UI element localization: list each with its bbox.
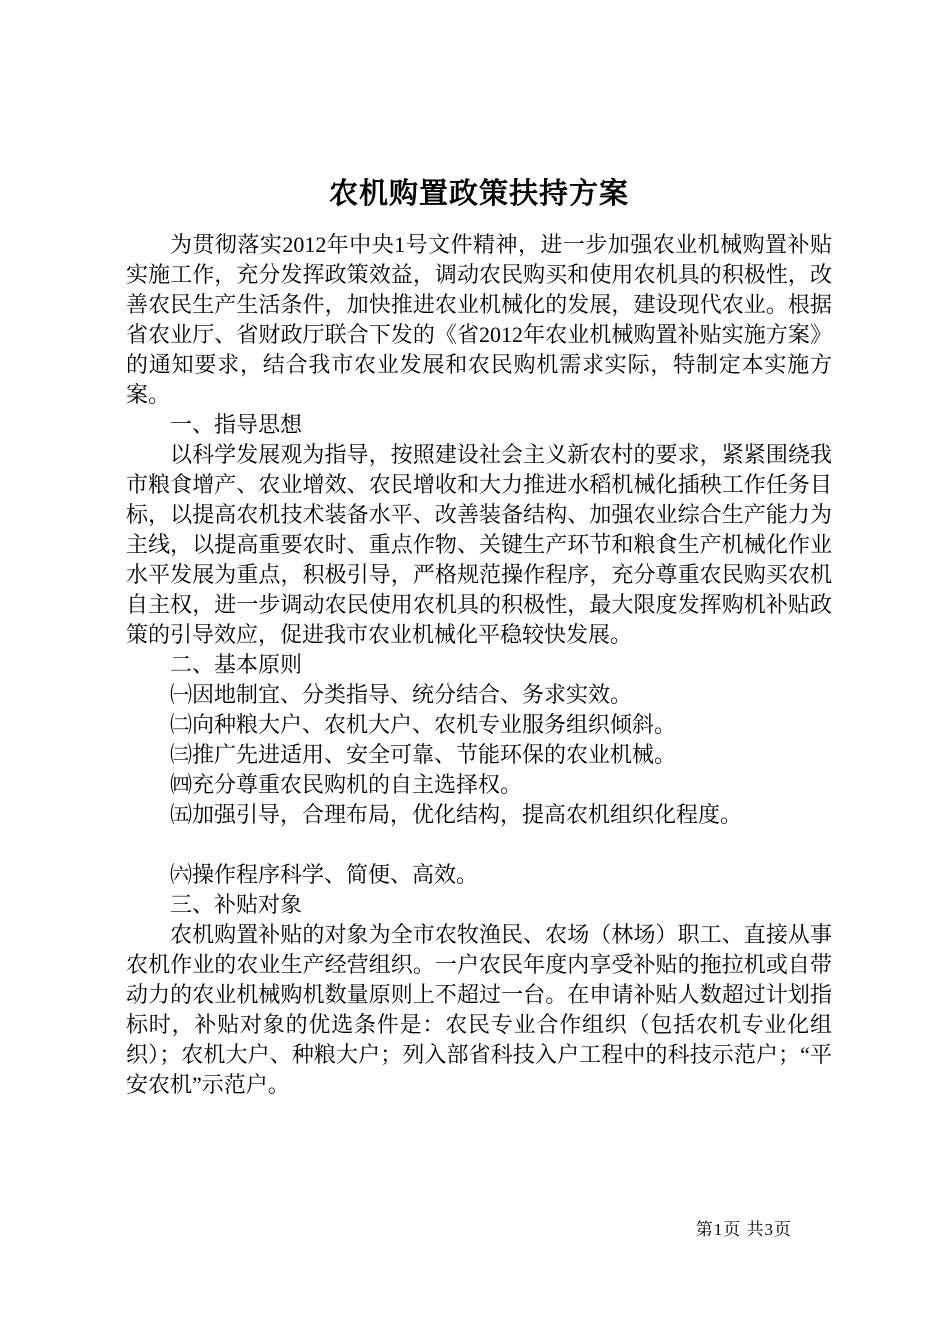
list-item-2: ㈡向种粮大户、农机大户、农机专业服务组织倾斜。	[170, 711, 677, 737]
page-footer	[696, 1220, 792, 1240]
heading-section-1: 一、指导思想	[170, 411, 303, 437]
list-item-6: ㈥操作程序科学、简便、高效。	[170, 861, 479, 887]
document-title: 农机购置政策扶持方案	[328, 178, 629, 210]
heading-section-2: 二、基本原则	[170, 651, 303, 677]
heading-section-3: 三、补贴对象	[170, 891, 303, 917]
list-item-4: ㈣充分尊重农民购机的自主选择权。	[170, 771, 523, 797]
document-body	[126, 230, 832, 1100]
paragraph-section-1: 以科学发展观为指导，按照建设社会主义新农村的要求，紧紧围绕我市粮食增产、农业增效、农民增收和大力推进水稻机械化插秧工作任务目标，以提高农机技术装备水平、改善装备结构、加强农业综合生产能力为主线，以提高重要农时、重点作物、关键生产环节和粮食生产机械化作业水平发展为重点，积极引导，严格规范操作程序，充分尊重农民购买农机自主权，进一步调动农民使用农机具的积极性，最大限度发挥购机补贴政策的引导效应，促进我市农业机械化平稳较快发展。	[126, 441, 832, 647]
list-item-1: ㈠因地制宜、分类指导、统分结合、务求实效。	[170, 681, 633, 707]
page-number-text: 第1页 共3页	[695, 1220, 792, 1239]
list-item-5: ㈤加强引导，合理布局，优化结构，提高农机组织化程度。	[170, 801, 743, 827]
paragraph-intro: 为贯彻落实2012年中央1号文件精神，进一步加强农业机械购置补贴实施工作，充分发挥政策效益，调动农民购买和使用农机具的积极性，改善农民生产生活条件，加快推进农业机械化的发展，建设现代农业。根据省农业厅、省财政厅联合下发的《省2012年农业机械购置补贴实施方案》的通知要求，结合我市农业发展和农民购机需求实际，特制定本实施方案。	[126, 231, 832, 407]
paragraph-section-3: 农机购置补贴的对象为全市农牧渔民、农场（林场）职工、直接从事农机作业的农业生产经营组织。一户农民年度内享受补贴的拖拉机或自带动力的农业机械购机数量原则上不超过一台。在申请补贴人数超过计划指标时，补贴对象的优选条件是：农民专业合作组织（包括农机专业化组织）；农机大户、种粮大户；列入部省科技入户工程中的科技示范户；“平安农机”示范户。	[126, 921, 832, 1097]
list-item-3: ㈢推广先进适用、安全可靠、节能环保的农业机械。	[170, 741, 677, 767]
